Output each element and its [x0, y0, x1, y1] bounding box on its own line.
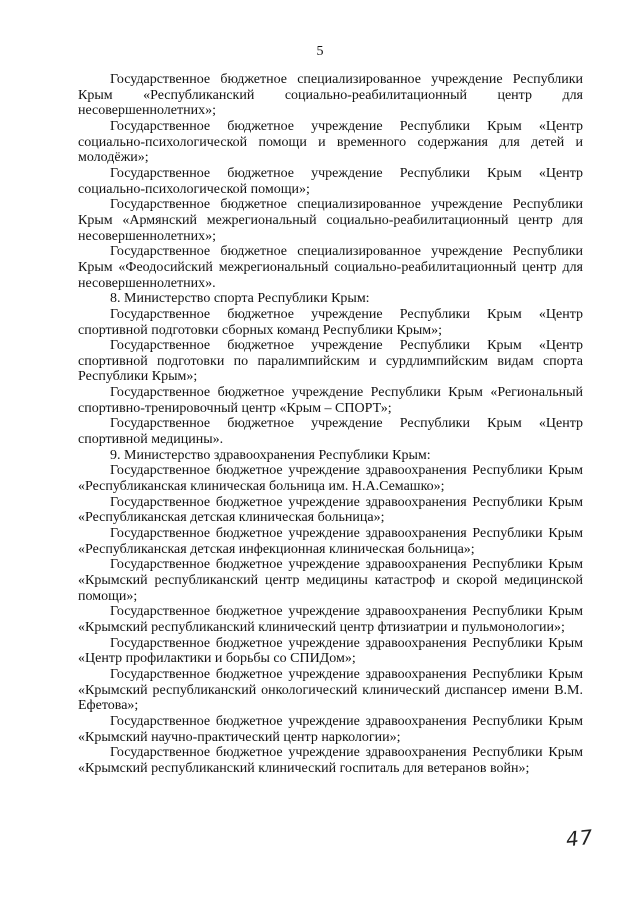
paragraph: Государственное бюджетное учреждение Республики Крым «Центр социально-психологической помощи и временного содержания для детей и молодёжи»; [78, 118, 583, 166]
section-heading: 9. Министерство здравоохранения Республики Крым: [110, 447, 431, 463]
paragraph: Государственное бюджетное специализированное учреждение Республики Крым «Республиканский социально-реабилитационный центр для несовершеннолетних»; [78, 72, 583, 119]
paragraph: Государственное бюджетное учреждение здравоохранения Республики Крым «Республиканская детская инфекционная клиническая больница»; [78, 526, 583, 557]
paragraph: Государственное бюджетное учреждение Республики Крым «Центр спортивной подготовки сборных команд Республики Крым»; [78, 306, 583, 338]
paragraph: Государственное бюджетное учреждение здравоохранения Республики Крым «Крымский республиканский клинический госпиталь для ветеранов войн»; [78, 745, 583, 776]
page-number: 5 [316, 44, 324, 59]
paragraph: Государственное бюджетное учреждение здравоохранения Республики Крым «Республиканская клиническая больница им. Н.А.Семашко»; [78, 463, 583, 495]
paragraph: Государственное бюджетное учреждение Республики Крым «Центр социально-психологической помощи»; [78, 165, 583, 197]
paragraph: Государственное бюджетное учреждение Республики Крым «Центр спортивной медицины». [78, 416, 583, 448]
paragraph: Государственное бюджетное учреждение здравоохранения Республики Крым «Крымский республиканский центр медицины катастроф и скорой медицинской помощи»; [78, 557, 583, 604]
handwritten-page-note: 47 [564, 824, 595, 852]
paragraph: Государственное бюджетное учреждение здравоохранения Республики Крым «Республиканская детская клиническая больница»; [78, 494, 583, 526]
document-body [78, 72, 583, 777]
paragraph: Государственное бюджетное специализированное учреждение Республики Крым «Феодосийский межрегиональный социально-реабилитационный центр для несовершеннолетних». [78, 244, 583, 291]
paragraph: Государственное бюджетное учреждение Республики Крым «Центр спортивной подготовки по паралимпийским и сурдлимпийским видам спорта Республики Крым»; [78, 338, 583, 385]
paragraph: Государственное бюджетное учреждение Республики Крым «Региональный спортивно-тренировочный центр «Крым – СПОРТ»; [78, 385, 583, 416]
paragraph: Государственное бюджетное учреждение здравоохранения Республики Крым «Крымский научно-практический центр наркологии»; [78, 713, 583, 745]
section-heading: 8. Министерство спорта Республики Крым: [110, 291, 370, 307]
paragraph: Государственное бюджетное учреждение здравоохранения Республики Крым «Крымский республиканский онкологический клинический диспансер имени В.М. Ефетова»; [78, 666, 583, 714]
paragraph: Государственное бюджетное учреждение здравоохранения Республики Крым «Центр профилактики и борьбы со СПИДом»; [78, 635, 583, 667]
paragraph: Государственное бюджетное учреждение здравоохранения Республики Крым «Крымский республиканский клинический центр фтизиатрии и пульмонологии»; [78, 604, 583, 635]
paragraph: Государственное бюджетное специализированное учреждение Республики Крым «Армянский межрегиональный социально-реабилитационный центр для несовершеннолетних»; [78, 197, 583, 244]
